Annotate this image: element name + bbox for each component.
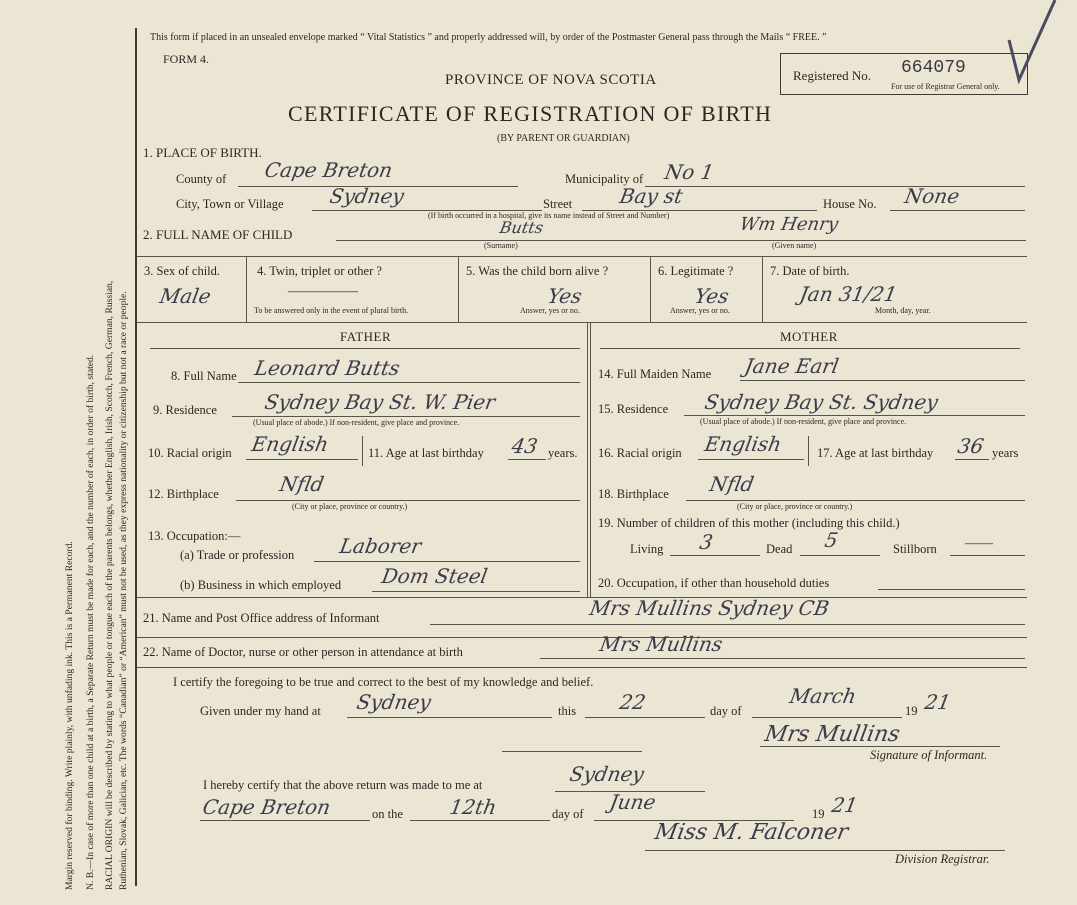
county-value: Cape Breton: [262, 158, 395, 182]
street-value: Bay st: [617, 184, 685, 208]
informant-label: 21. Name and Post Office address of Informant: [143, 611, 380, 625]
certification-text: I certify the foregoing to be true and correct to the best of my knowledge and belief.: [173, 675, 594, 689]
father-heading: FATHER: [340, 329, 392, 344]
father-residence-note: (Usual place of abode.) If non-resident, give place and province.: [253, 418, 460, 427]
father-occupation-label: 13. Occupation:—: [148, 529, 241, 543]
attendant-label: 22. Name of Doctor, nurse or other person in attendance at birth: [143, 645, 463, 659]
given-name-caption: (Given name): [772, 241, 817, 250]
stillborn-value: ——: [965, 536, 993, 551]
father-trade-value: Laborer: [337, 534, 424, 558]
certification-month-value: March: [787, 684, 859, 708]
registered-number: 664079: [901, 58, 966, 78]
father-birthplace-label: 12. Birthplace: [148, 487, 219, 501]
hospital-note: (If birth occurred in a hospital, give its name instead of Street and Number): [428, 211, 670, 220]
legitimate-value: Yes: [692, 284, 731, 308]
twin-value: —————: [288, 284, 358, 299]
given-under-label: Given under my hand at: [200, 704, 321, 718]
registrar-day-value: 12th: [447, 795, 499, 819]
registrar-on-the-label: on the: [372, 807, 403, 821]
living-label: Living: [630, 542, 664, 556]
registered-label: Registered No.: [793, 68, 871, 83]
mother-residence-value: Sydney Bay St. Sydney: [702, 390, 940, 414]
certification-year-prefix: 19: [905, 704, 918, 718]
twin-note: To be answered only in the event of plural birth.: [254, 306, 409, 315]
mother-birthplace-value: Nfld: [707, 472, 756, 496]
mother-age-label: 17. Age at last birthday: [817, 446, 934, 460]
form-number: FORM 4.: [163, 52, 210, 66]
mail-notice: This form if placed in an unsealed envelope marked “ Vital Statistics ” and properly addressed will, by order of the Postmaster General pass through the Mails “ FREE. ”: [150, 32, 827, 43]
certification-place-value: Sydney: [354, 690, 433, 714]
check-mark-icon: [1005, 0, 1065, 95]
informant-signature: Mrs Mullins: [762, 722, 902, 747]
father-birthplace-note: (City or place, province or country.): [292, 502, 408, 511]
margin-note-racial-origin: RACIAL ORIGIN will be described by stating to what people or tongue each of the parents belongs, whether English, Irish, Scotch, French, German, Russian,: [104, 280, 115, 890]
child-surname-value: Butts: [498, 218, 545, 237]
registrar-year-value: 21: [829, 793, 860, 817]
margin-note-binding: Margin reserved for binding. Write plainly, with unfading ink. This is a Permanent Record.: [64, 541, 75, 890]
date-of-birth-value: Jan 31/21: [797, 282, 899, 306]
city-label: City, Town or Village: [176, 197, 284, 211]
mother-birthplace-note: (City or place, province or country.): [737, 502, 853, 511]
page-subtitle: (BY PARENT OR GUARDIAN): [497, 133, 630, 144]
dead-value: 5: [822, 528, 840, 552]
mother-name-label: 14. Full Maiden Name: [598, 367, 712, 381]
division-registrar-caption: Division Registrar.: [895, 852, 990, 866]
born-alive-label: 5. Was the child born alive ?: [466, 264, 609, 278]
stillborn-label: Stillborn: [893, 542, 937, 556]
born-alive-note: Answer, yes or no.: [520, 306, 580, 315]
registrar-county-value: Cape Breton: [200, 795, 333, 819]
mother-residence-note: (Usual place of abode.) If non-resident, give place and province.: [700, 417, 907, 426]
registration-box: [780, 53, 1028, 95]
registrar-day-of-label: day of: [552, 807, 584, 821]
father-racial-origin-value: English: [249, 432, 331, 456]
mother-heading: MOTHER: [780, 329, 838, 344]
certification-year-value: 21: [922, 690, 953, 714]
registrar-month-value: June: [607, 790, 658, 814]
father-trade-label: (a) Trade or profession: [180, 548, 295, 562]
mother-age-value: 36: [955, 434, 986, 458]
father-name-value: Leonard Butts: [252, 356, 402, 380]
house-number-label: House No.: [823, 197, 877, 211]
sex-value: Male: [157, 284, 213, 308]
certification-day-value: 22: [617, 690, 648, 714]
margin-note-nationality: Ruthenian, Slovak, Galician, etc. The words “Canadian” or “American” must not be used, as they express nationality or citizenship but not a race or people.: [118, 291, 129, 890]
mother-occupation-label: 20. Occupation, if other than household duties: [598, 576, 830, 590]
children-count-label: 19. Number of children of this mother (including this child.): [598, 516, 900, 530]
registrar-certification-text: I hereby certify that the above return was made to me at: [203, 778, 483, 792]
province-heading: PROVINCE OF NOVA SCOTIA: [445, 72, 657, 88]
registrar-signature: Miss M. Falconer: [652, 820, 851, 845]
binding-line: [135, 28, 137, 886]
sex-label: 3. Sex of child.: [144, 264, 221, 278]
living-value: 3: [697, 530, 715, 554]
legitimate-note: Answer, yes or no.: [670, 306, 730, 315]
mother-name-value: Jane Earl: [742, 354, 841, 378]
father-age-value: 43: [509, 434, 540, 458]
date-of-birth-label: 7. Date of birth.: [770, 264, 850, 278]
dead-label: Dead: [766, 542, 793, 556]
father-business-value: Dom Steel: [379, 564, 490, 588]
father-age-unit: years.: [548, 446, 578, 460]
margin-note-multiple-births: N. B.—In case of more than one child at a birth, a Separate Return must be made for each, and the number of each, in order of birth, stated.: [85, 354, 96, 890]
registrar-place-value: Sydney: [567, 762, 646, 786]
city-value: Sydney: [327, 184, 406, 208]
twin-label: 4. Twin, triplet or other ?: [257, 264, 382, 278]
municipality-value: No 1: [662, 160, 716, 184]
mother-age-unit: years: [992, 446, 1019, 460]
legitimate-label: 6. Legitimate ?: [658, 264, 734, 278]
child-given-name-value: Wm Henry: [738, 214, 840, 235]
house-number-value: None: [902, 184, 962, 208]
mother-birthplace-label: 18. Birthplace: [598, 487, 669, 501]
child-name-label: 2. FULL NAME OF CHILD: [143, 227, 293, 242]
mother-residence-label: 15. Residence: [598, 402, 669, 416]
father-residence-label: 9. Residence: [153, 403, 217, 417]
born-alive-value: Yes: [545, 284, 584, 308]
mother-racial-origin-value: English: [702, 432, 784, 456]
page-title: CERTIFICATE OF REGISTRATION OF BIRTH: [288, 101, 773, 126]
informant-value: Mrs Mullins Sydney CB: [587, 596, 832, 620]
father-business-label: (b) Business in which employed: [180, 578, 342, 592]
municipality-label: Municipality of: [565, 172, 644, 186]
father-residence-value: Sydney Bay St. W. Pier: [262, 390, 498, 414]
street-label: Street: [543, 197, 573, 211]
surname-caption: (Surname): [484, 241, 518, 250]
mother-racial-origin-label: 16. Racial origin: [598, 446, 682, 460]
father-racial-origin-label: 10. Racial origin: [148, 446, 232, 460]
father-age-label: 11. Age at last birthday: [368, 446, 484, 460]
certification-this-label: this: [558, 704, 577, 718]
place-of-birth-label: 1. PLACE OF BIRTH.: [143, 145, 262, 160]
father-name-label: 8. Full Name: [171, 369, 237, 383]
registrar-year-prefix: 19: [812, 807, 825, 821]
date-of-birth-note: Month, day, year.: [875, 306, 931, 315]
certification-day-of-label: day of: [710, 704, 742, 718]
attendant-value: Mrs Mullins: [597, 632, 725, 656]
father-birthplace-value: Nfld: [277, 472, 326, 496]
signature-caption: Signature of Informant.: [870, 748, 988, 762]
county-label: County of: [176, 172, 227, 186]
registrar-note: For use of Registrar General only.: [891, 82, 1000, 91]
